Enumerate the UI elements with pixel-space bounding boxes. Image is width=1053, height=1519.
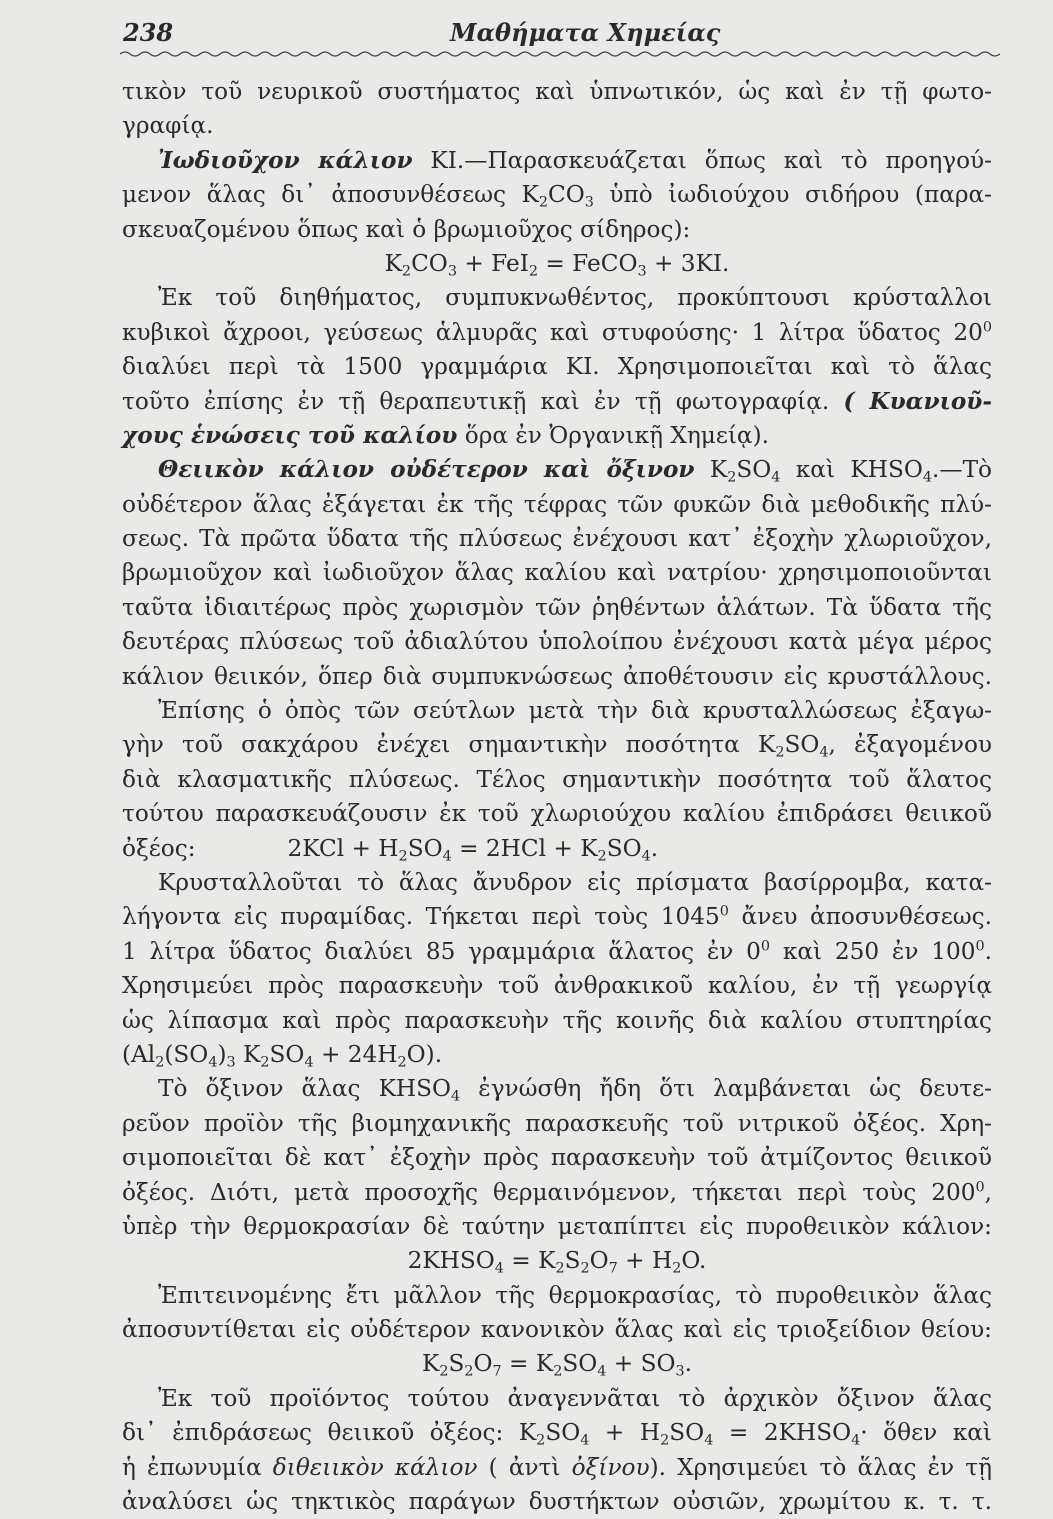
section-heading: Θειικὸν κάλιον οὐδέτερον καὶ ὄξινον <box>158 456 695 484</box>
text-line: ἡ ἐπωνυμία διθειικὸν κάλιον ( ἀντὶ ὀξίνου). Χρησιμεύει τὸ ἅλας ἐν τῇ <box>122 1453 992 1481</box>
text-line: ἀναλύσει ὡς τηκτικὸς παράγων δυστήκτων οὐσιῶν, χρωμίτου κ. τ. τ. <box>122 1488 992 1516</box>
text-line: Ἐκ τοῦ προϊόντος τούτου ἀναγεννᾶται τὸ ἀρχικὸν ὄξινον ἅλας <box>158 1384 992 1412</box>
text-line: ὑπὲρ τὴν θερμοκρασίαν δὲ ταύτην μεταπίπτει εἰς πυροθειικὸν κάλιον: <box>122 1212 992 1240</box>
text-line: χους ἑνώσεις τοῦ καλίου ὅρα ἐν Ὀργανικῇ Χημείᾳ). <box>122 421 770 449</box>
text-line: Ἐκ τοῦ διηθήματος, συμπυκνωθέντος, προκύπτουσι κρύσταλλοι <box>158 284 992 312</box>
text-line: λήγοντα εἰς πυραμίδας. Τήκεται περὶ τοὺς 1045$^0$ ἄνευ ἀποσυνθέσεως. <box>122 903 992 931</box>
text-line: Τὸ ὄξινον ἅλας $KHSO_4$ ἐγνώσθη ἤδη ὅτι λαμβάνεται ὡς δευτε- <box>158 1075 992 1105</box>
text-line: τοῦτο ἐπίσης ἐν τῇ θεραπευτικῇ καὶ ἐν τῇ φωτογραφίᾳ. ( Κυανιοῦ- <box>122 387 992 415</box>
text-line: δευτέρας πλύσεως τοῦ ἀδιαλύτου ὑπολοίπου ἐνέχουσι κατὰ μέγα μέρος <box>122 628 992 656</box>
text-line: 1 λίτρα ὕδατος διαλύει 85 γραμμάρια ἅλατος ἐν $0^0$ καὶ 250 ἐν $100^0$. <box>122 937 992 965</box>
text-line: ὡς λίπασμα καὶ πρὸς παρασκευὴν τῆς κοινῆς διὰ καλίου στυπτηρίας <box>122 1006 992 1034</box>
text-line: Ἐπίσης ὁ ὀπὸς τῶν σεύτλων μετὰ τὴν διὰ κρυσταλλώσεως ἐξαγω- <box>158 697 992 725</box>
text-line: διὰ κλασματικῆς πλύσεως. Τέλος σημαντικὴν ποσότητα τοῦ ἅλατος <box>122 765 992 793</box>
text-line: Ἰωδιοῦχον κάλιον KI.—Παρασκευάζεται ὅπως καὶ τὸ προηγού- <box>158 146 992 174</box>
section-heading: Ἰωδιοῦχον κάλιον <box>158 146 413 174</box>
text-line: τικὸν τοῦ νευρικοῦ συστήματος καὶ ὑπνωτικόν, ὡς καὶ ἐν τῇ φωτο- <box>122 78 992 105</box>
text-line: Κρυσταλλοῦται τὸ ἅλας ἄνυδρον εἰς πρίσματα βασίρρομβα, κατα- <box>158 868 992 896</box>
text-line: μενον ἅλας δι᾽ ἀποσυνθέσεως $K_2CO_3$ ὑπὸ ἰωδιούχου σιδήρου (παρα- <box>122 181 992 211</box>
body-text <box>122 75 992 1519</box>
text-line: ὀξέος: $2KCl + H_2SO_4 = 2HCl + K_2SO_4$. <box>122 834 659 864</box>
text-line: ρεῦον προϊὸν τῆς βιομηχανικῆς παρασκευῆς τοῦ νιτρικοῦ ὀξέος. Χρη- <box>122 1109 992 1137</box>
chemical-equation: $2KHSO_4 = K_2S_2O_7 + H_2O$. <box>407 1247 707 1277</box>
text-line: κυβικοὶ ἄχροοι, γεύσεως ἁλμυρᾶς καὶ στυφούσης· 1 λίτρα ὕδατος $20^0$ <box>122 318 992 346</box>
text-line: γὴν τοῦ σακχάρου ἐνέχει σημαντικὴν ποσότητα $K_2SO_4$, ἐξαγομένου <box>122 731 992 761</box>
text-line: ὀξέος. Διότι, μετὰ προσοχῆς θερμαινόμενον, τήκεται περὶ τοὺς $200^0$, <box>122 1178 992 1206</box>
text-line: δι᾽ ἐπιδράσεως θειικοῦ ὀξέος: $K_2SO_4 + H_2SO_4$ = $2KHSO_4\cdot$ ὅθεν καὶ <box>122 1419 992 1449</box>
text-line: ($Al_2(SO_4)_3$ $K_2SO_4 + 24H_2O$). <box>122 1040 443 1071</box>
text-line: ἀποσυντίθεται εἰς οὐδέτερον κανονικὸν ἅλας καὶ εἰς τριοξείδιον θείου: <box>122 1316 992 1344</box>
text-line: Θειικὸν κάλιον οὐδέτερον καὶ ὄξινον $K_2SO_4$ καὶ $KHSO_4.—Tὸ$ <box>158 456 992 486</box>
page-header <box>120 14 1000 54</box>
chemical-equation: $K_2CO_3 + FeI_2$ = FeCO$_3$ + 3KI. <box>384 249 730 280</box>
text-line: τούτου παρασκευάζουσιν ἐκ τοῦ χλωριούχου καλίου ἐπιδράσει θειικοῦ <box>122 800 992 828</box>
header-wavy-rule <box>120 48 1000 60</box>
text-line: οὐδέτερον ἅλας ἐξάγεται ἐκ τῆς τέφρας τῶν φυκῶν διὰ μεθοδικῆς πλύ- <box>122 490 992 518</box>
running-title: Μαθήματα Χημείας <box>450 18 721 47</box>
text-line: γραφίᾳ. <box>122 112 214 140</box>
text-line: Ἐπιτεινομένης ἔτι μᾶλλον τῆς θερμοκρασίας, τὸ πυροθειικὸν ἅλας <box>158 1281 992 1309</box>
text-line: διαλύει περὶ τὰ 1500 γραμμάρια KI. Χρησιμοποιεῖται καὶ τὸ ἅλας <box>122 353 992 381</box>
page-number: 238 <box>123 18 174 47</box>
text-line: Χρησιμεύει πρὸς παρασκευὴν τοῦ ἀνθρακικοῦ καλίου, ἐν τῇ γεωργίᾳ <box>122 972 992 1000</box>
text-line: κάλιον θειικόν, ὅπερ διὰ συμπυκνώσεως ἀποθέτουσιν εἰς κρυστάλλους. <box>122 662 992 690</box>
text-line: σιμοποιεῖται δὲ κατ᾽ ἐξοχὴν πρὸς παρασκευὴν τοῦ ἀτμίζοντος θειικοῦ <box>122 1144 992 1172</box>
text-line: σεως. Τὰ πρῶτα ὕδατα τῆς πλύσεως ἐνέχουσι κατ᾽ ἐξοχὴν χλωριοῦχον, <box>122 525 992 553</box>
text-line: σκευαζομένου ὅπως καὶ ὁ βρωμιοῦχος σίδηρος): <box>122 215 691 243</box>
chemical-equation: $K_2S_2O_7 = K_2SO_4 + SO_3$. <box>421 1350 693 1380</box>
text-line: ταῦτα ἰδιαιτέρως πρὸς χωρισμὸν τῶν ῥηθέντων ἁλάτων. Τὰ ὕδατα τῆς <box>122 593 992 621</box>
text-line: βρωμιοῦχον καὶ ἰωδιοῦχον ἅλας καλίου καὶ νατρίου· χρησιμοποιοῦνται <box>122 559 992 587</box>
chemical-equation: 2KCl + H <box>287 834 399 862</box>
